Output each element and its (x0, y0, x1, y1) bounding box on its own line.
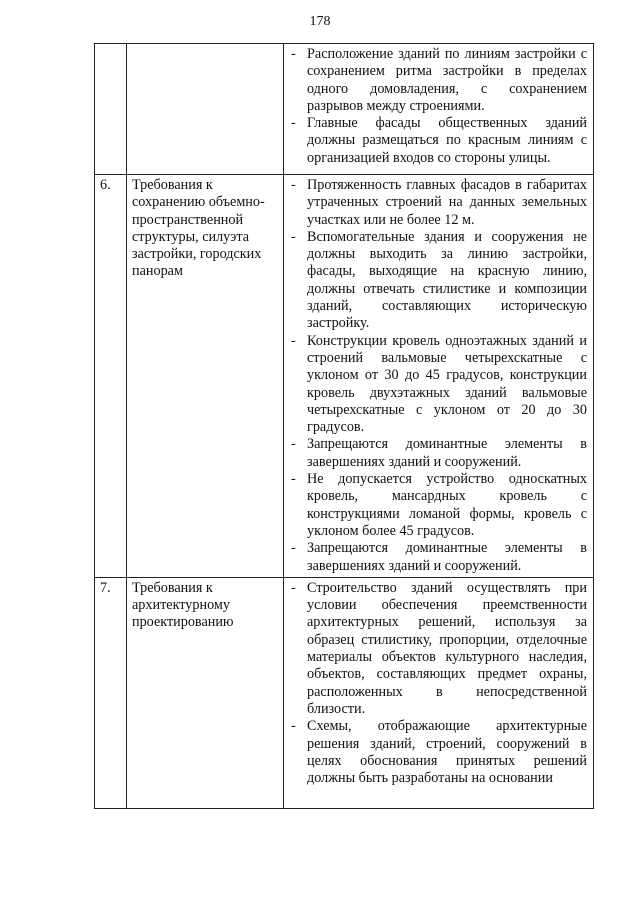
table-row (95, 44, 594, 175)
list-item: - Вспомогательные здания и сооружения не должны выходить за линию застройки, фасады, выходящие на красную линию, должны отвечать стилистике и композиции зданий, составляющих историческую застройку. (289, 229, 589, 333)
list-item: - Главные фасады общественных зданий должны размещаться по красным линиям с организацией входов со стороны улицы. (289, 115, 589, 167)
table-row (95, 175, 594, 578)
list-item: - Конструкции кровель одноэтажных зданий и строений вальмовые четырехскатные с уклоном от 30 до 45 градусов, конструкции кровель двухэтажных зданий вальмовые четырехскатные с уклоном от 20 до 30 градусов. (289, 333, 589, 437)
requirement-name: Требования к сохранению объемно-пространственной структуры, силуэта застройки, городских панорам (127, 175, 284, 578)
page-number: 178 (309, 14, 331, 29)
table-row (95, 577, 594, 808)
requirement-details (284, 44, 594, 175)
row-number: 6. (95, 175, 127, 578)
row-number: 7. (95, 577, 127, 808)
requirement-name: Требования к архитектурному проектированию (127, 577, 284, 808)
list-item: - Строительство зданий осуществлять при условии обеспечения преемственности архитектурных решений, используя за образец стилистику, пропорции, отделочные материалы объектов культурного наследия, объектов, составляющих предмет охраны, расположенных в непосредственной близости. (289, 580, 589, 718)
requirements-table (94, 43, 594, 809)
list-item: - Протяженность главных фасадов в габаритах утраченных строений на данных земельных участках или не более 12 м. (289, 177, 589, 229)
list-item: - Расположение зданий по линиям застройки с сохранением ритма застройки в пределах одного домовладения, с сохранением разрывов между строениями. (289, 46, 589, 115)
list-item: - Не допускается устройство односкатных кровель, мансардных кровель с конструкциями ломаной формы, кровель с уклоном более 45 градусов. (289, 471, 589, 540)
requirement-details (284, 577, 594, 808)
requirement-details (284, 175, 594, 578)
list-item: - Запрещаются доминантные элементы в завершениях зданий и сооружений. (289, 436, 589, 471)
row-number (95, 44, 127, 175)
list-item: - Запрещаются доминантные элементы в завершениях зданий и сооружений. (289, 540, 589, 575)
requirement-name (127, 44, 284, 175)
list-item: - Схемы, отображающие архитектурные решения зданий, строений, сооружений в целях обоснования принятых решений должны быть разработаны на основании (289, 718, 589, 787)
